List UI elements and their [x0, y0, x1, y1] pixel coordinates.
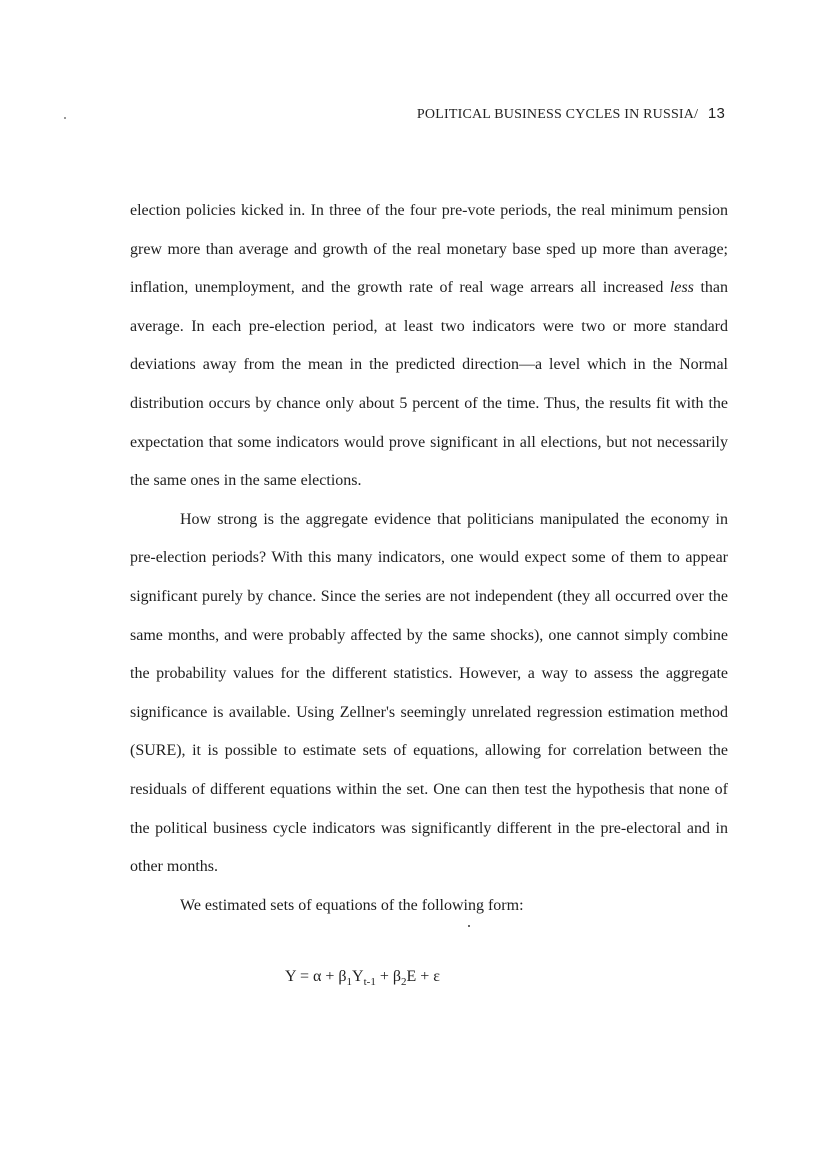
- equation-mid: + β: [375, 968, 401, 985]
- paragraph-3: We estimated sets of equations of the following form:: [180, 896, 524, 914]
- equation-sub-1: 1: [346, 976, 353, 989]
- equation-sub-2: 2: [401, 976, 407, 989]
- running-header-title: POLITICAL BUSINESS CYCLES IN RUSSIA/: [416, 107, 699, 122]
- scan-speck: [64, 117, 66, 119]
- paragraph-1-part-b: than average. In each pre-election period, at least two indicators were two or more standard deviations away from the mean in the predicted direction—a level which in the Normal distribution occurs by chance only about 5 percent of the time. Thus, the results fit with the expectation that some indicators would prove significant in all elections, but not necessarily the same ones in the same elections.: [130, 279, 729, 490]
- scan-mark: [468, 925, 470, 927]
- paragraph-2: How strong is the aggregate evidence that politicians manipulated the economy in pre-election periods? With this many indicators, one would expect some of them to appear significant purely by chance. Since the series are not independent (they all occurred over the same months, and were probably affected by the same shocks), one cannot simply combine the probability values for the different statistics. However, a way to assess the aggregate significance is available. Using Zellner's seemingly unrelated regression estimation method (SURE), it is possible to estimate sets of equations, allowing for correlation between the residuals of different equations within the set. One can then test the hypothesis that none of the political business cycle indicators was significantly different in the pre-electoral and in other months.: [130, 510, 728, 876]
- equation-rest: E + ε: [406, 968, 441, 985]
- page-number: 13: [707, 105, 725, 122]
- paragraph-1: [130, 192, 728, 501]
- paragraph-1-part-a: election policies kicked in. In three of the four pre-vote periods, the real minimum pension grew more than average and growth of the real monetary base sped up more than average; inflation, unemployment, and the growth rate of real wage arrears all increased: [130, 202, 728, 297]
- equation-lhs: Y = α + β: [285, 968, 347, 985]
- equation: [285, 968, 440, 988]
- running-header: [417, 105, 725, 123]
- equation-sub-lag: t-1: [363, 976, 376, 989]
- equation-y: Y: [352, 968, 364, 985]
- emphasis-less: less: [669, 279, 694, 297]
- body-text: [130, 192, 728, 925]
